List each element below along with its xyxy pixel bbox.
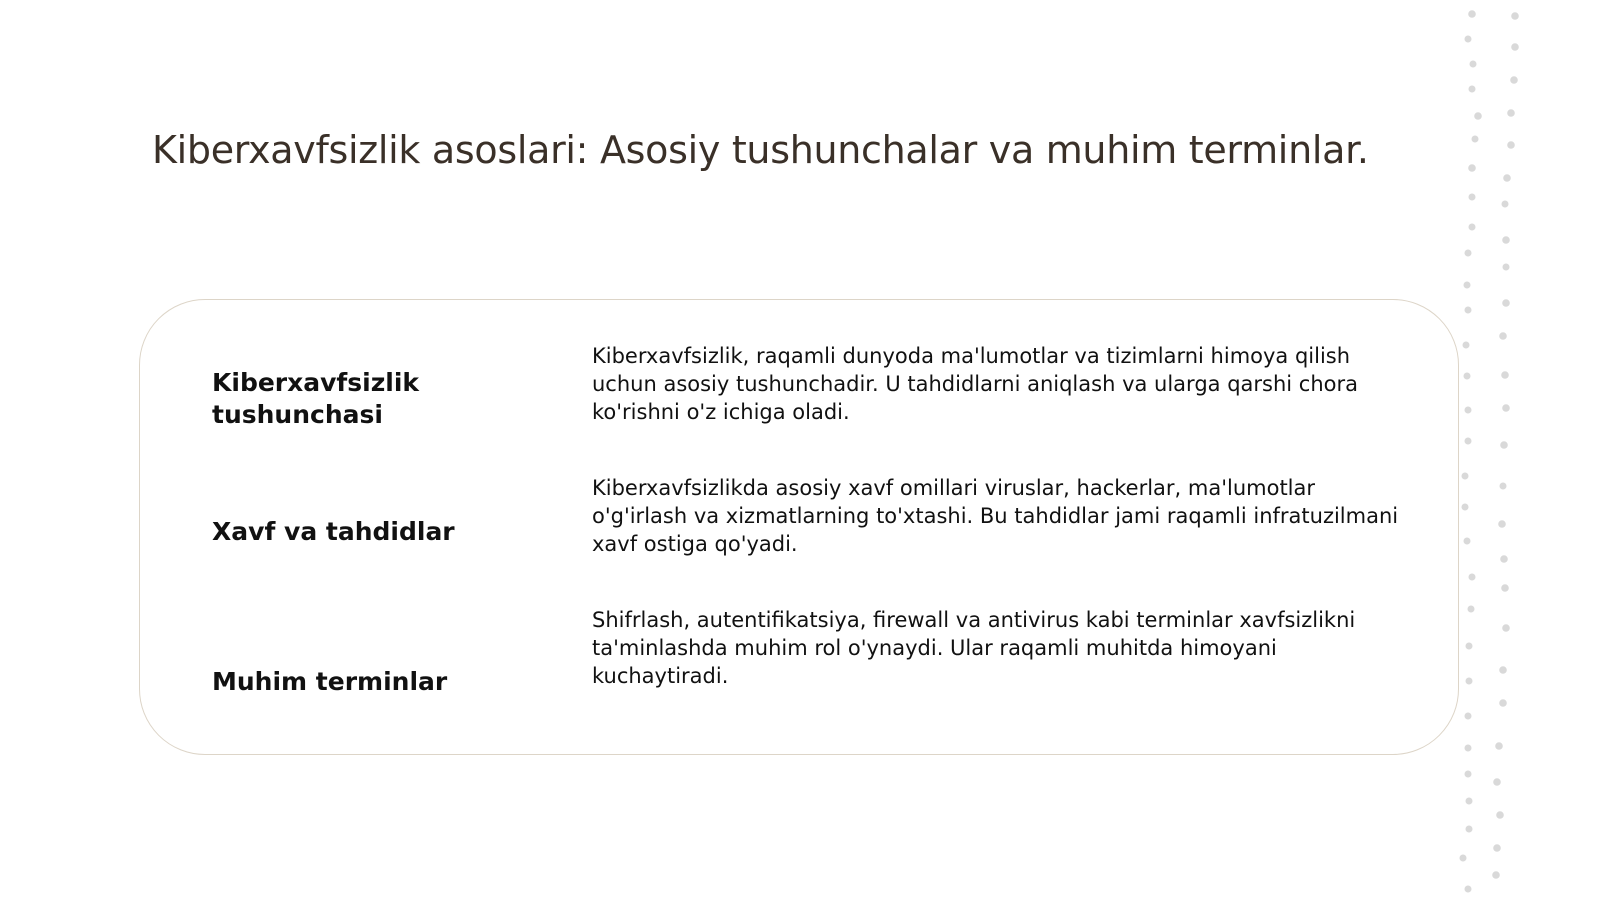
description-risks-and-threats: Kiberxavfsizlikda asosiy xavf omillari viruslar, hackerlar, ma'lumotlar o'g'irlash va xizmatlarning to'xtashi. Bu tahdidlar jami raqamli infratuzilmani xavf ostiga qo'yadi. (592, 476, 1399, 556)
description-cybersecurity-concept: Kiberxavfsizlik, raqamli dunyoda ma'lumotlar va tizimlarni himoya qilish uchun asosiy tushunchadir. U tahdidlarni aniqlash va ularga qarshi chora ko'rishni o'z ichiga oladi. (592, 344, 1358, 424)
decorative-dot-pattern (1430, 0, 1570, 899)
slide-title: Kiberxavfsizlik asoslari: Asosiy tushunchalar va muhim terminlar. (152, 128, 1369, 172)
description-important-terms: Shifrlash, autentifikatsiya, firewall va antivirus kabi terminlar xavfsizlikni ta'minlashda muhim rol o'ynaydi. Ular raqamli muhitda himoyani kuchaytiradi. (592, 608, 1356, 688)
term-risks-and-threats: Xavf va tahdidlar (212, 517, 455, 546)
term-important-terms: Muhim terminlar (212, 667, 448, 696)
term-cybersecurity-concept: Kiberxavfsizlik tushunchasi (212, 368, 420, 429)
